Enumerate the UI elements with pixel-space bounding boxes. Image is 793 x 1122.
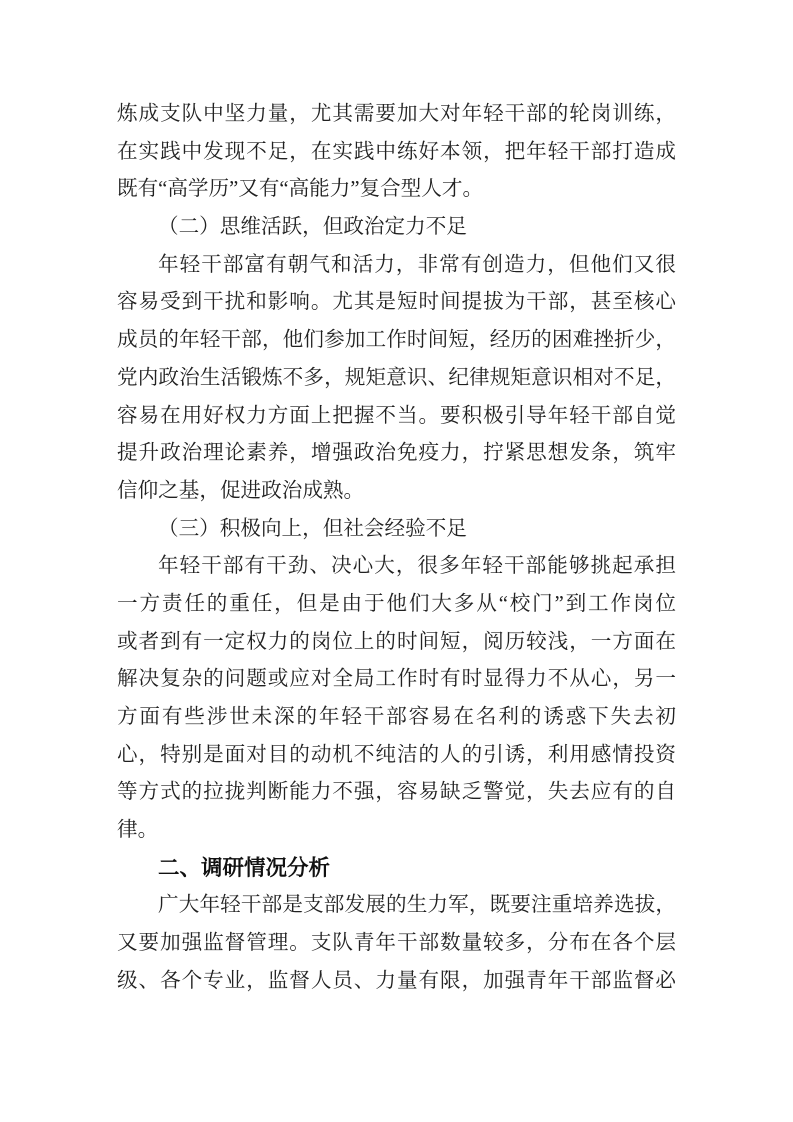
text-line: 又要加强监督管理。支队青年干部数量较多，分布在各个层 bbox=[117, 932, 676, 955]
text-line: 成员的年轻干部，他们参加工作时间短，经历的困难挫折少， bbox=[117, 329, 676, 352]
document-body bbox=[117, 96, 676, 1001]
text-line: 一方责任的重任，但是由于他们大多从“校门”到工作岗位 bbox=[117, 592, 676, 615]
text-line: 容易在用好权力方面上把握不当。要积极引导年轻干部自觉 bbox=[117, 404, 676, 427]
subsection-heading: （二）思维活跃，但政治定力不足 bbox=[158, 216, 467, 239]
paragraph bbox=[117, 96, 676, 209]
subsection-heading: （三）积极向上，但社会经验不足 bbox=[158, 517, 467, 540]
text-line: 年轻干部富有朝气和活力，非常有创造力，但他们又很 bbox=[158, 253, 676, 276]
text-line: 提升政治理论素养，增强政治免疫力，拧紧思想发条，筑牢 bbox=[117, 442, 676, 465]
text-line: 心，特别是面对目的动机不纯洁的人的引诱，利用感情投资 bbox=[117, 743, 676, 766]
text-line: 广大年轻干部是支部发展的生力军，既要注重培养选拔， bbox=[158, 894, 676, 917]
paragraph bbox=[117, 247, 676, 511]
section-heading: 二、调研情况分析 bbox=[158, 855, 331, 880]
text-line: 炼成支队中坚力量，尤其需要加大对年轻干部的轮岗训练， bbox=[117, 103, 676, 125]
text-line: 年轻干部有干劲、决心大，很多年轻干部能够挑起承担 bbox=[158, 555, 676, 578]
text-line: 容易受到干扰和影响。尤其是短时间提拔为干部，甚至核心 bbox=[117, 291, 676, 314]
text-line: 党内政治生活锻炼不多，规矩意识、纪律规矩意识相对不足， bbox=[117, 366, 676, 389]
text-line: 解决复杂的问题或应对全局工作时有时显得力不从心，另一 bbox=[117, 668, 676, 691]
text-line: 等方式的拉拢判断能力不强，容易缺乏警觉，失去应有的自 bbox=[117, 781, 676, 804]
text-line: 律。 bbox=[117, 819, 159, 842]
text-line: 在实践中发现不足，在实践中练好本领，把年轻干部打造成 bbox=[117, 140, 676, 163]
text-line: 或者到有一定权力的岗位上的时间短，阅历较浅，一方面在 bbox=[117, 630, 676, 653]
text-line: 既有“高学历”又有“高能力”复合型人才。 bbox=[117, 178, 484, 201]
text-line: 信仰之基，促进政治成熟。 bbox=[117, 479, 365, 502]
paragraph bbox=[117, 887, 676, 1000]
paragraph bbox=[117, 548, 676, 850]
text-line: 级、各个专业，监督人员、力量有限，加强青年干部监督必 bbox=[117, 969, 676, 992]
text-line: 方面有些涉世未深的年轻干部容易在名利的诱惑下失去初 bbox=[117, 706, 676, 728]
